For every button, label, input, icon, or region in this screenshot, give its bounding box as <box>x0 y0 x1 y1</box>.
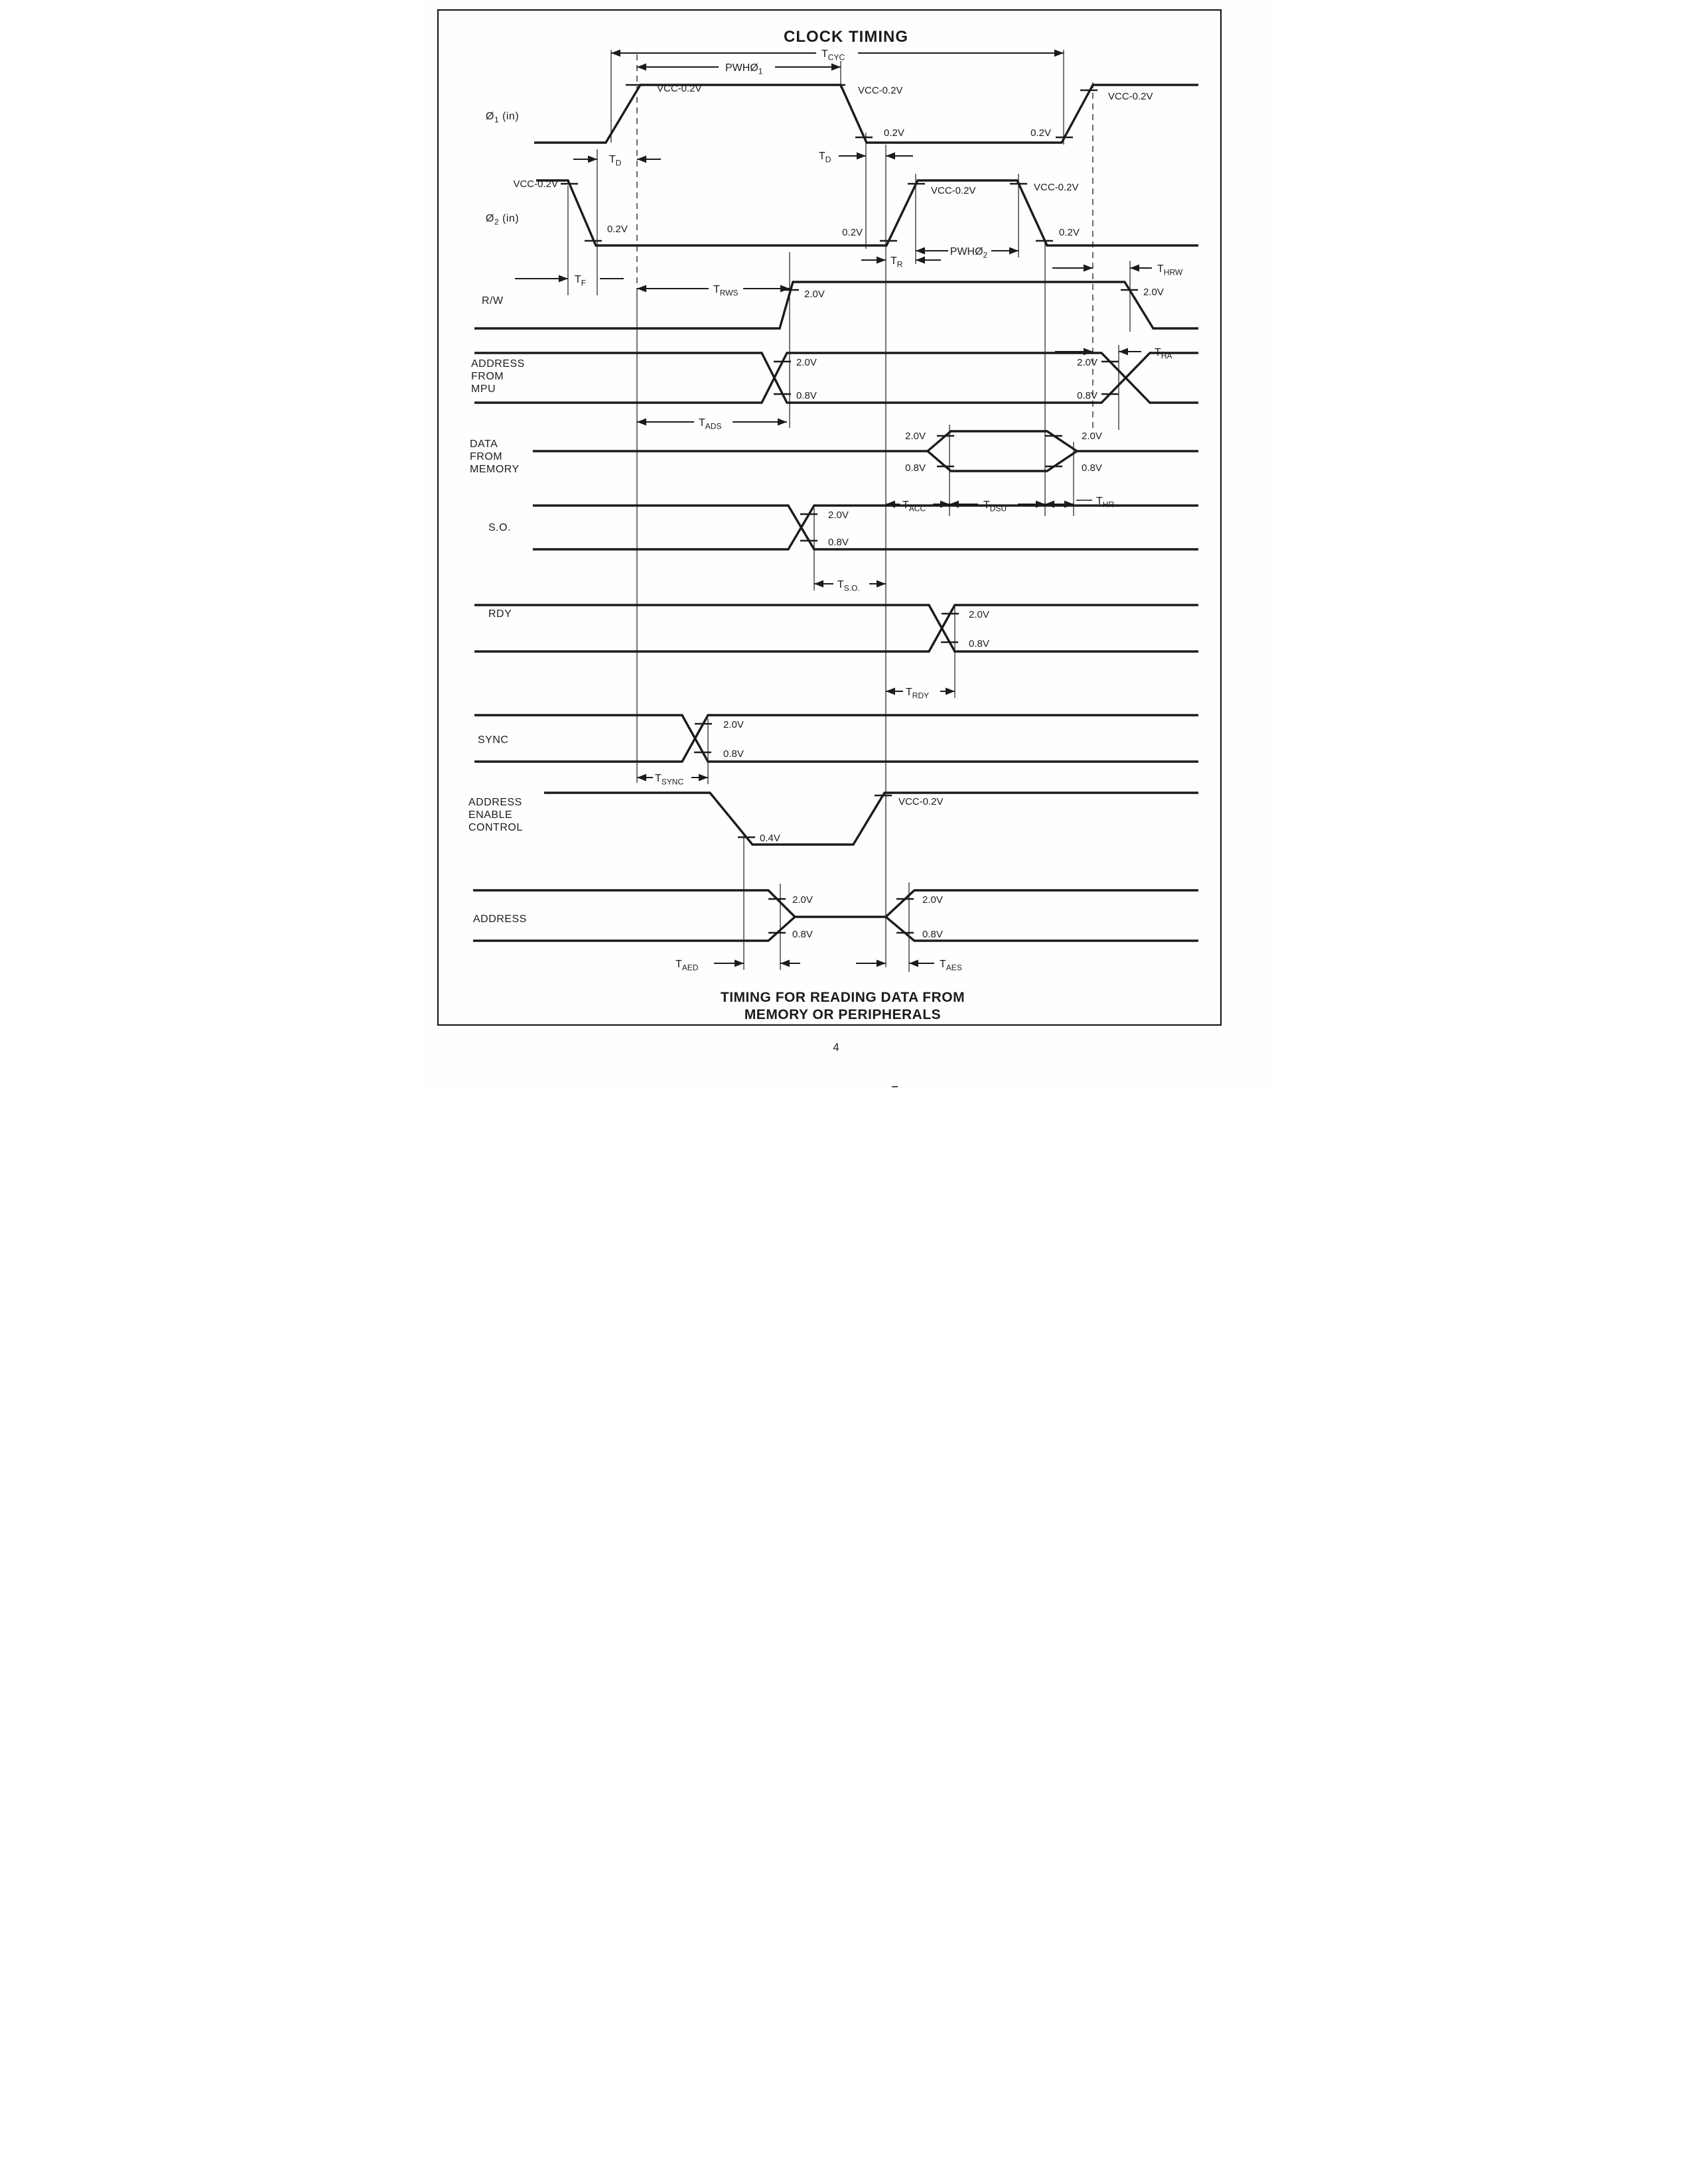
level-label: 0.8V <box>796 390 817 401</box>
signal-label-data-mem: DATA <box>469 439 498 450</box>
signal-label-sync: SYNC <box>477 734 508 746</box>
signal-label-so: S.O. <box>488 522 511 533</box>
dim-tr <box>861 255 941 269</box>
so-waveform <box>533 506 1198 549</box>
level-label: 0.8V <box>922 929 943 940</box>
level-label: VCC-0.2V <box>1033 182 1079 193</box>
dim-label-taed: $T_{AED}$ <box>675 959 698 973</box>
dim-label-tsync: $T_{SYNC}$ <box>654 773 683 787</box>
dim-label-tha: $T_{HA}$ <box>1154 347 1172 361</box>
level-label: VCC-0.2V <box>1107 91 1153 102</box>
signal-label-addr-mpu: MPU <box>470 383 496 395</box>
dim-thr <box>1045 496 1114 510</box>
level-label: 2.0V <box>723 719 744 730</box>
datasheet-page <box>423 0 1269 1092</box>
dim-label-tr: $T_R$ <box>890 255 902 269</box>
level-label: VCC-0.2V <box>857 85 903 96</box>
level-label: 0.4V <box>759 833 780 844</box>
data-mem-bus-valid <box>928 431 1077 471</box>
signal-label-data-mem: MEMORY <box>469 464 520 475</box>
level-label: 0.8V <box>827 537 849 548</box>
timing-diagram <box>423 0 1269 1092</box>
level-label: 0.8V <box>792 929 813 940</box>
level-label: 2.0V <box>796 357 817 368</box>
level-label: VCC-0.2V <box>898 796 944 807</box>
dim-tso <box>814 579 886 593</box>
dim-label-tdsu: $T_{DSU}$ <box>983 500 1007 513</box>
signal-label-addr-mpu: ADDRESS <box>470 358 525 370</box>
dim-tsync <box>637 773 708 787</box>
dim-label-thr: $T_{HR}$ <box>1095 496 1114 510</box>
signal-label-phi2: $Ø_2$ (in) <box>485 213 519 227</box>
dim-label-tcyc: $T_{CYC}$ <box>821 48 845 62</box>
signal-label-address: ADDRESS <box>472 914 527 925</box>
level-label: 2.0V <box>827 510 849 521</box>
dim-td1 <box>573 154 661 168</box>
level-label: 2.0V <box>1143 287 1164 298</box>
dim-label-trdy: $T_{RDY}$ <box>905 687 929 701</box>
level-label: 2.0V <box>922 894 943 906</box>
level-label: VCC-0.2V <box>512 178 558 190</box>
level-label: 0.8V <box>968 638 989 649</box>
dim-label-taes: $T_{AES}$ <box>939 959 962 973</box>
dim-label-thrw: $T_{HRW}$ <box>1157 263 1182 277</box>
dim-label-tads: $T_{ADS}$ <box>698 417 721 431</box>
level-label: 2.0V <box>792 894 813 906</box>
level-label: 2.0V <box>968 609 989 620</box>
level-label: VCC-0.2V <box>930 185 976 196</box>
dim-trdy <box>886 687 955 701</box>
dim-tcyc <box>611 48 1064 62</box>
dim-thrw <box>1052 263 1183 277</box>
dim-pwh2 <box>916 246 1019 260</box>
level-label: 0.8V <box>1081 462 1102 474</box>
level-label: 0.2V <box>841 227 863 238</box>
phi2-waveform <box>536 180 1198 245</box>
rw-waveform <box>474 282 1198 328</box>
rdy-waveform <box>474 605 1198 651</box>
signal-label-phi1: $Ø_1$ (in) <box>485 111 519 125</box>
dim-label-trws: $T_{RWS}$ <box>713 284 739 298</box>
signal-label-rw: R/W <box>481 295 504 307</box>
signal-label-addr-mpu: FROM <box>470 371 504 382</box>
dim-label-tf: $T_F$ <box>574 274 586 288</box>
level-label: 0.8V <box>904 462 926 474</box>
page-number: 4 <box>832 1041 839 1054</box>
dim-pwh1 <box>637 62 841 76</box>
level-label: 0.2V <box>883 127 904 139</box>
level-label: 2.0V <box>804 289 825 300</box>
signal-label-aec: ENABLE <box>468 809 512 821</box>
level-label: 2.0V <box>1081 431 1102 442</box>
dim-tf <box>515 274 624 288</box>
level-label: VCC-0.2V <box>656 83 702 94</box>
dim-label-tso: $T_{S.O.}$ <box>837 579 860 593</box>
page-title: CLOCK TIMING <box>783 28 908 46</box>
dim-tads <box>637 417 787 431</box>
address-waveform <box>473 890 1198 917</box>
signal-label-aec: CONTROL <box>468 822 523 833</box>
signal-label-aec: ADDRESS <box>468 797 522 808</box>
level-label: 0.8V <box>723 748 744 760</box>
dim-label-tacc: $T_{ACC}$ <box>902 500 926 513</box>
dim-label-pwh2: $PWHØ_2$ <box>950 246 987 260</box>
sync-waveform <box>474 715 1198 762</box>
rdy-waveform <box>474 605 1198 651</box>
so-waveform <box>533 506 1198 549</box>
footer-caption-line2: MEMORY OR PERIPHERALS <box>744 1007 941 1022</box>
signal-label-data-mem: FROM <box>469 451 502 462</box>
dim-label-td: $T_D$ <box>608 154 621 168</box>
footer-caption-line1: TIMING FOR READING DATA FROM <box>720 990 965 1005</box>
dim-label-pwh1: $PWHØ_1$ <box>725 62 762 76</box>
signal-label-rdy: RDY <box>488 608 512 620</box>
level-label: 0.2V <box>1030 127 1051 139</box>
level-label: 0.2V <box>606 224 628 235</box>
dim-label-td: $T_D$ <box>818 151 831 165</box>
aec-waveform <box>544 793 1198 845</box>
dim-taed <box>675 959 800 973</box>
dim-trws <box>637 284 790 298</box>
level-label: 0.2V <box>1058 227 1080 238</box>
level-label: 0.8V <box>1076 390 1097 401</box>
level-label: 2.0V <box>904 431 926 442</box>
sync-waveform <box>474 715 1198 762</box>
level-label: 2.0V <box>1076 357 1097 368</box>
